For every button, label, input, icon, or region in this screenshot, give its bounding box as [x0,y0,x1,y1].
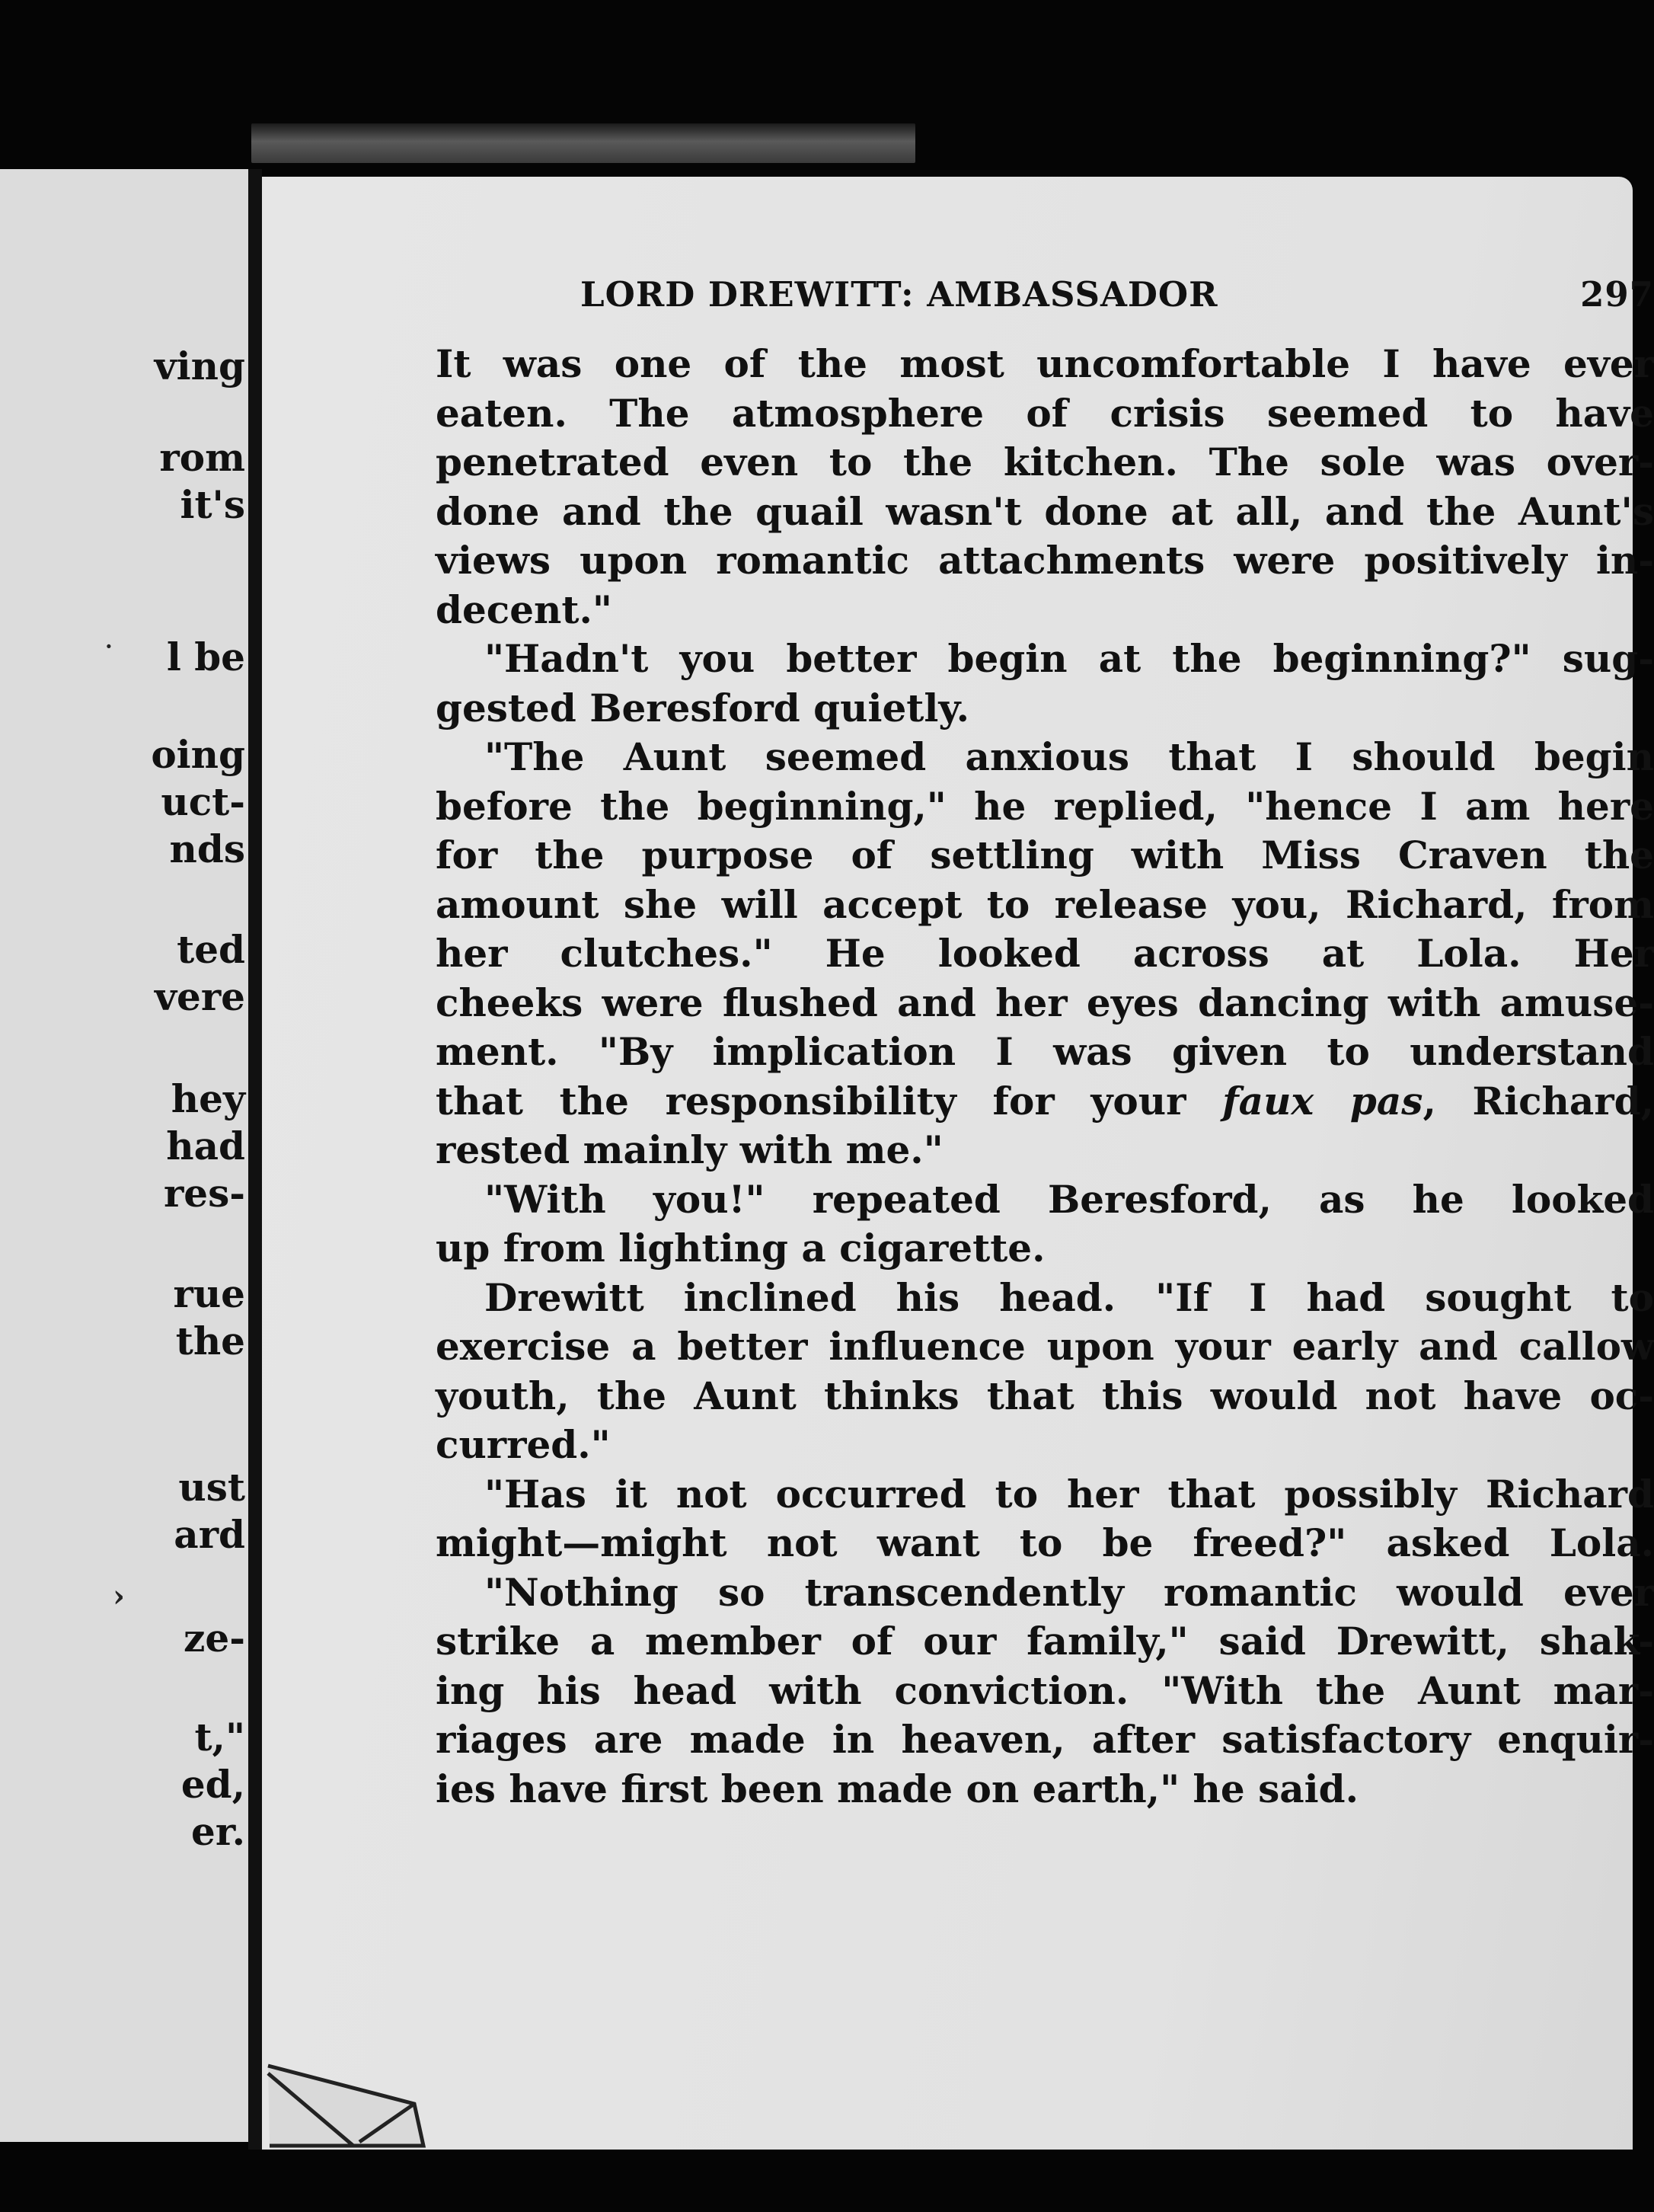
left-page-line: ed, [180,1762,245,1807]
text-line: "Has it not occurred to her that possibly Richard [484,1471,1654,1517]
running-head-title: LORD DREWITT: AMBASSADOR [580,274,1218,315]
text-line: might—might not want to be freed?" asked Lola. [436,1520,1654,1565]
text-line: youth, the Aunt thinks that this would not have oc- [436,1373,1654,1418]
text-line: Drewitt inclined his head. "If I had sought to [484,1274,1654,1320]
body-text [436,340,1654,1814]
text-line: before the beginning," he replied, "hence I am here [436,783,1654,829]
text-line: up from lighting a cigarette. [436,1226,1046,1271]
left-page-line: hey [171,1076,245,1121]
text-line: gested Beresford quietly. [436,685,970,730]
page-number: 297 [1580,274,1654,315]
text-line: penetrated even to the kitchen. The sole was over- [436,440,1654,484]
text-line: It was one of the most uncomfortable I have ever [436,341,1654,386]
left-page-line: er. [191,1809,245,1854]
text-line: her clutches." He looked across at Lola. Her [436,931,1654,976]
text-line: done and the quail wasn't done at all, and the Aunt's [436,488,1654,534]
left-page-line: rom [159,435,245,480]
left-page-line: the [175,1319,245,1363]
text-line: "With you!" repeated Beresford, as he looked [484,1176,1654,1222]
left-page-line: ving [154,344,245,388]
ink-speck: › [113,1578,125,1614]
text-line: amount she will accept to release you, Richard, from [436,881,1654,927]
left-page-fragment [0,169,253,2142]
folded-corner [262,2020,429,2150]
book-gutter [248,169,262,2150]
ink-speck: · [105,634,113,659]
left-page-line: ze- [184,1616,245,1661]
left-page-line: t," [194,1715,245,1760]
text-line: cheeks were flushed and her eyes dancing with amuse- [436,980,1654,1025]
text-line: "Nothing so transcendently romantic would ever [484,1569,1654,1615]
text-line: "Hadn't you better begin at the beginning?" sug- [484,636,1654,681]
left-page-line: ard [174,1512,245,1557]
text-line: curred." [436,1422,611,1467]
text-line: for the purpose of settling with Miss Craven the [436,833,1654,877]
text-line: ing his head with conviction. "With the Aunt mar- [436,1667,1654,1713]
text-line: views upon romantic attachments were positively in- [436,538,1654,583]
text-line: eaten. The atmosphere of crisis seemed to have [436,390,1654,436]
left-page-line: res- [163,1171,245,1216]
torn-paper-strip [251,123,915,163]
left-page-line: uct- [161,779,245,824]
text-line: decent." [436,587,612,632]
left-page-line: vere [154,974,245,1019]
left-page-line: ust [178,1465,245,1510]
text-line: riages are made in heaven, after satisfactory enquir- [436,1717,1654,1762]
text-line: rested mainly with me." [436,1127,944,1172]
left-page-line: it's [180,482,245,527]
left-page-line: oing [151,732,245,777]
text-line: strike a member of our family," said Drewitt, shak- [436,1619,1654,1664]
text-line: ment. "By implication I was given to understand [436,1029,1654,1074]
text-line: exercise a better influence upon your early and callow [436,1324,1654,1369]
running-head [580,274,1654,315]
left-page-line: ted [177,927,245,972]
text-line: ies have first been made on earth," he said. [436,1766,1359,1811]
left-page-line: l be [166,635,245,679]
right-page [262,177,1654,2150]
text-line: "The Aunt seemed anxious that I should begin [484,734,1654,779]
left-page-line: had [166,1124,245,1168]
left-page-line: rue [173,1271,245,1316]
left-page-line: nds [169,826,245,871]
text-line: that the responsibility for your faux pas, Richard, [436,1078,1654,1124]
